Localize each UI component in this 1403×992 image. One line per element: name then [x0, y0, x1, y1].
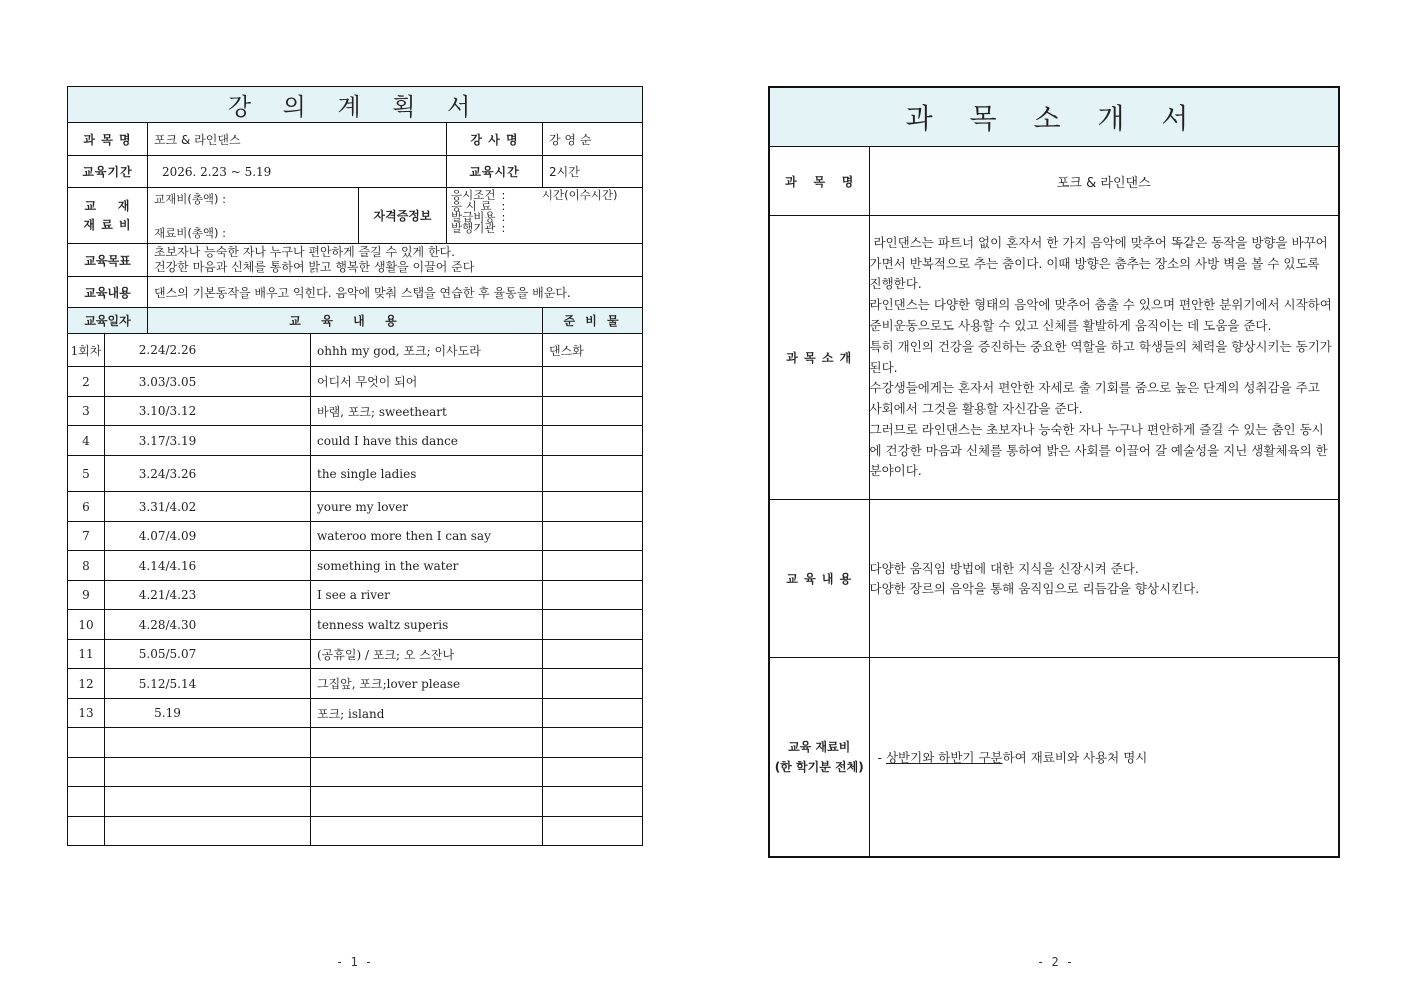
session-number [68, 728, 105, 758]
session-content: something in the water [311, 551, 543, 581]
session-content [311, 817, 543, 846]
page-title-2: 과 목 소 개 서 [769, 87, 1339, 147]
schedule-row [68, 817, 643, 846]
materials-label-line1: 교 재 [84, 198, 131, 213]
textbook-fee: 교재비(총액) : [154, 192, 227, 206]
session-date: 5.12/5.14 [105, 669, 311, 699]
intro-paragraph-3: 특히 개인의 건강을 증진하는 중요한 역할을 하고 학생들의 체력을 향상시키는 동기가 된다. [869, 338, 1332, 375]
schedule-row [68, 669, 643, 699]
session-date: 4.07/4.09 [105, 522, 311, 551]
session-date: 3.31/4.02 [105, 492, 311, 522]
intro-paragraph-5: 그러므로 라인댄스는 초보자나 능숙한 자나 누구나 편안하게 즐길 수 있는 춤인 동시에 건강한 마음과 신체를 통하여 밝은 사회를 이끌어 갈 예술성을 지닌 생활체육의 한 분야이다. [869, 421, 1328, 479]
issuer-value: : [501, 221, 506, 235]
intro-paragraph-1: 라인댄스는 파트너 없이 혼자서 한 가지 음악에 맞추어 똑같은 동작을 방향을 바꾸어 가면서 반복적으로 추는 춤이다. 이때 방향은 춤추는 장소의 사방 벽을 볼 수 있도록 진행한다. [869, 234, 1332, 292]
session-content: tenness waltz superis [311, 610, 543, 640]
session-supplies [543, 699, 643, 728]
edu-content-value [869, 500, 1339, 658]
goal-label: 교육목표 [68, 244, 148, 277]
material-cost-underlined: 상반기와 하반기 구분 [885, 749, 1003, 765]
issue-cost-label: 발급비용 [451, 210, 496, 224]
page-title: 강 의 계 획 서 [68, 87, 643, 123]
content-value: 댄스의 기본동작을 배우고 익힌다. 음악에 맞춰 스탭을 연습한 후 율동을 배운다. [148, 277, 643, 308]
issue-cost-value: : [501, 210, 506, 224]
session-supplies: 댄스화 [543, 334, 643, 367]
session-date [105, 758, 311, 787]
session-number: 10 [68, 610, 105, 640]
schedule-row [68, 581, 643, 610]
materials-label-line2: 재 료 비 [83, 217, 132, 232]
session-supplies [543, 581, 643, 610]
session-content: (공휴일) / 포크; 오 스잔나 [311, 640, 543, 669]
intro-paragraph-2: 라인댄스는 다양한 형태의 음악에 맞추어 춤출 수 있으며 편안한 분위기에서 시작하여 준비운동으로도 사용할 수 있고 신체를 활발하게 움직이는 데 도움을 준다. [869, 297, 1332, 333]
hours-label: 교육시간 [447, 156, 543, 188]
material-cost-prefix: - [873, 749, 886, 765]
session-content: wateroo more then I can say [311, 522, 543, 551]
session-supplies [543, 551, 643, 581]
schedule-header-date: 교육일자 [68, 308, 148, 334]
exam-condition-value: : 시간(이수시간) [501, 188, 618, 202]
exam-condition-label: 응시조건 [451, 188, 496, 202]
schedule-row [68, 426, 643, 456]
goal-line-2: 건강한 마음과 신체를 통하여 밝고 행복한 생활을 이끌어 준다 [154, 260, 475, 274]
session-supplies [543, 787, 643, 817]
intro-text [869, 216, 1339, 500]
schedule-row [68, 758, 643, 787]
session-date: 5.05/5.07 [105, 640, 311, 669]
instructor-label: 강 사 명 [447, 123, 543, 156]
page-number-1: - 1 - [336, 955, 373, 969]
material-cost-value [869, 658, 1339, 857]
goal-value [148, 244, 643, 277]
session-number: 11 [68, 640, 105, 669]
schedule-row [68, 699, 643, 728]
session-number: 8 [68, 551, 105, 581]
materials-label [68, 188, 148, 244]
schedule-header-supplies: 준 비 물 [543, 308, 643, 334]
intro-course-name-value: 포크 & 라인댄스 [869, 147, 1339, 216]
session-date [105, 728, 311, 758]
session-supplies [543, 817, 643, 846]
intro-label: 과 목 소 개 [769, 216, 869, 500]
material-cost-label-line2: (한 학기분 전체) [774, 759, 864, 774]
lecture-plan-table [67, 86, 643, 846]
session-number [68, 817, 105, 846]
session-number: 5 [68, 456, 105, 492]
session-supplies [543, 492, 643, 522]
session-supplies [543, 758, 643, 787]
material-fee: 재료비(총액) : [154, 226, 227, 240]
course-name-label: 과 목 명 [68, 123, 148, 156]
instructor-value: 강 영 순 [543, 123, 643, 156]
session-content: ohhh my god, 포크; 이사도라 [311, 334, 543, 367]
session-number: 3 [68, 397, 105, 426]
session-number: 7 [68, 522, 105, 551]
edu-content-label: 교 육 내 용 [769, 500, 869, 658]
session-number: 13 [68, 699, 105, 728]
session-number: 6 [68, 492, 105, 522]
fees-cell [148, 188, 359, 244]
session-supplies [543, 456, 643, 492]
session-date: 3.17/3.19 [105, 426, 311, 456]
session-date: 3.03/3.05 [105, 367, 311, 397]
schedule-body [68, 334, 643, 846]
session-date [105, 787, 311, 817]
session-content: 바램, 포크; sweetheart [311, 397, 543, 426]
exam-fee-value: : [501, 199, 506, 213]
page-number-2: - 2 - [1037, 955, 1074, 969]
session-content [311, 787, 543, 817]
intro-paragraph-4: 수강생들에게는 혼자서 편안한 자세로 출 기회를 줌으로 높은 단계의 성취감을 주고 사회에서 그것을 활용할 자신감을 준다. [869, 380, 1320, 417]
session-number: 2 [68, 367, 105, 397]
schedule-row [68, 640, 643, 669]
material-cost-suffix: 하여 재료비와 사용처 명시 [1002, 749, 1148, 765]
session-content: the single ladies [311, 456, 543, 492]
session-number: 4 [68, 426, 105, 456]
session-supplies [543, 397, 643, 426]
schedule-row [68, 787, 643, 817]
goal-line-1: 초보자나 능숙한 자나 누구나 편안하게 즐길 수 있게 한다. [154, 245, 455, 259]
session-date: 5.19 [105, 699, 311, 728]
content-label: 교육내용 [68, 277, 148, 308]
session-number: 12 [68, 669, 105, 699]
session-supplies [543, 728, 643, 758]
session-date: 4.21/4.23 [105, 581, 311, 610]
course-intro-table [768, 86, 1340, 858]
schedule-row [68, 610, 643, 640]
session-supplies [543, 426, 643, 456]
session-content: 그집앞, 포크;lover please [311, 669, 543, 699]
session-supplies [543, 669, 643, 699]
session-number [68, 758, 105, 787]
schedule-row [68, 367, 643, 397]
schedule-header-content: 교 육 내 용 [148, 308, 543, 334]
session-supplies [543, 640, 643, 669]
schedule-row [68, 728, 643, 758]
session-content [311, 728, 543, 758]
session-content: 어디서 무엇이 되어 [311, 367, 543, 397]
hours-value: 2시간 [543, 156, 643, 188]
session-supplies [543, 522, 643, 551]
edu-content-line-2: 다양한 장르의 음악을 통해 움직임으로 리듬감을 향상시킨다. [869, 580, 1200, 596]
period-value: 2026. 2.23 ~ 5.19 [148, 156, 447, 188]
intro-course-name-label: 과 목 명 [769, 147, 869, 216]
schedule-row [68, 456, 643, 492]
issuer-label: 발행기관 [451, 221, 496, 235]
session-date: 2.24/2.26 [105, 334, 311, 367]
session-content: 포크; island [311, 699, 543, 728]
schedule-row [68, 334, 643, 367]
session-number [68, 787, 105, 817]
session-date: 3.10/3.12 [105, 397, 311, 426]
material-cost-label [769, 658, 869, 857]
period-label: 교육기간 [68, 156, 148, 188]
session-content [311, 758, 543, 787]
schedule-row [68, 397, 643, 426]
schedule-row [68, 492, 643, 522]
course-name-value: 포크 & 라인댄스 [148, 123, 447, 156]
session-date: 4.14/4.16 [105, 551, 311, 581]
schedule-row [68, 522, 643, 551]
session-supplies [543, 367, 643, 397]
schedule-row [68, 551, 643, 581]
session-date: 3.24/3.26 [105, 456, 311, 492]
session-content: I see a river [311, 581, 543, 610]
material-cost-label-line1: 교육 재료비 [788, 739, 851, 754]
exam-fee-label: 응 시 료 [451, 199, 492, 213]
session-number: 9 [68, 581, 105, 610]
session-content: youre my lover [311, 492, 543, 522]
edu-content-line-1: 다양한 움직임 방법에 대한 지식을 신장시켜 준다. [869, 560, 1139, 576]
cert-info [447, 188, 643, 244]
session-supplies [543, 610, 643, 640]
cert-label: 자격증정보 [359, 188, 447, 244]
session-date: 4.28/4.30 [105, 610, 311, 640]
session-date [105, 817, 311, 846]
session-number: 1회차 [68, 334, 105, 367]
session-content: could I have this dance [311, 426, 543, 456]
